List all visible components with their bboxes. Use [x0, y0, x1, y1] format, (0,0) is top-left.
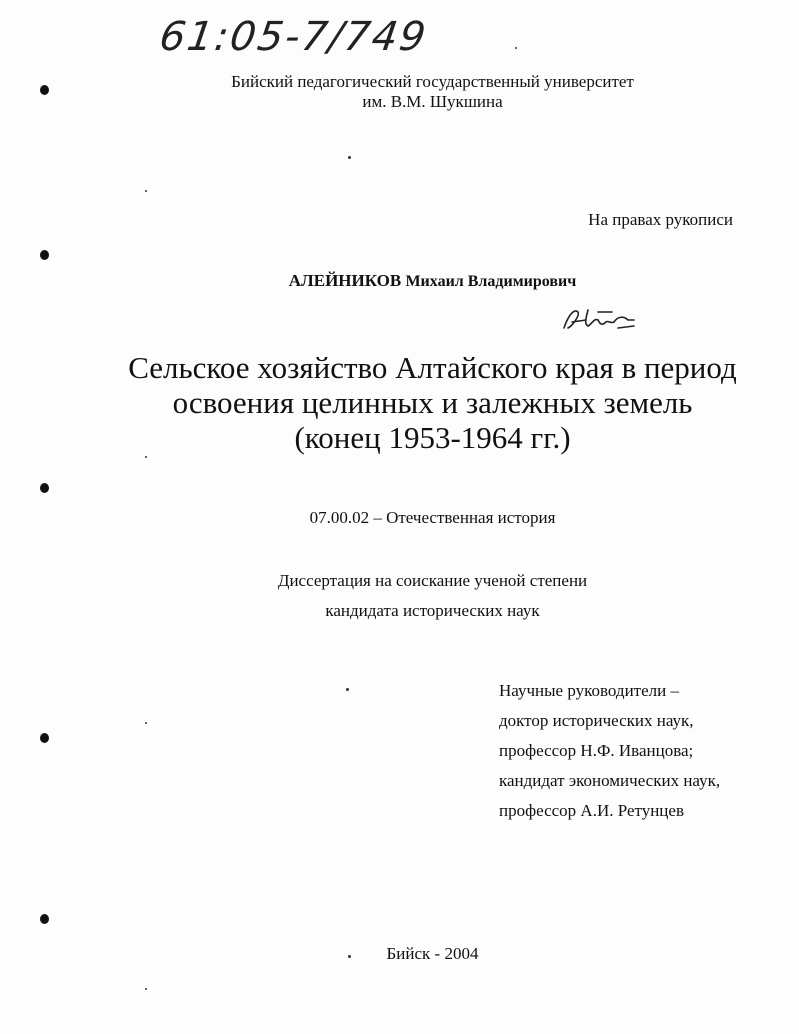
degree-line-2: кандидата исторических наук	[325, 601, 540, 620]
advisor-2-name: профессор А.И. Ретунцев	[499, 801, 684, 820]
university-dedication: им. В.М. Шукшина	[362, 92, 503, 111]
advisors-heading: Научные руководители –	[499, 681, 679, 700]
city-and-year: Бийск - 2004	[386, 944, 479, 963]
scan-speck	[145, 456, 147, 458]
title-line-2: освоения целинных и залежных земель	[172, 385, 693, 420]
binder-hole-mark	[40, 733, 49, 743]
binder-hole-mark	[40, 250, 49, 260]
scan-speck	[348, 955, 351, 958]
advisor-2-degree: кандидат экономических наук,	[499, 771, 721, 790]
binder-hole-mark	[40, 85, 49, 95]
scan-speck	[346, 688, 349, 691]
title-line-3: (конец 1953-1964 гг.)	[294, 420, 571, 455]
scientific-advisors	[499, 676, 720, 826]
rights-note: На правах рукописи	[588, 210, 733, 229]
scan-speck	[515, 47, 517, 49]
degree-line-1: Диссертация на соискание ученой степени	[277, 571, 588, 590]
title-line-1: Сельское хозяйство Алтайского края в период	[128, 350, 737, 385]
author-given-names: Михаил Владимирович	[405, 273, 577, 290]
dissertation-title	[110, 350, 755, 455]
university-name: Бийский педагогический государственный университет	[231, 72, 634, 91]
degree-statement	[0, 566, 799, 626]
binder-hole-mark	[40, 914, 49, 924]
scan-speck	[145, 988, 147, 990]
scan-speck	[145, 722, 147, 724]
scan-speck	[348, 156, 351, 159]
archive-number-handwritten: 61:05-7/749	[156, 14, 431, 60]
advisor-1-name: профессор Н.Ф. Иванцова;	[499, 741, 694, 760]
author-surname: АЛЕЙНИКОВ	[288, 271, 402, 290]
author-name	[0, 271, 799, 291]
specialty-code: 07.00.02 – Отечественная история	[309, 508, 556, 527]
scan-speck	[145, 190, 147, 192]
author-signature	[558, 298, 638, 338]
binder-hole-mark	[40, 483, 49, 493]
advisor-1-degree: доктор исторических наук,	[499, 711, 694, 730]
